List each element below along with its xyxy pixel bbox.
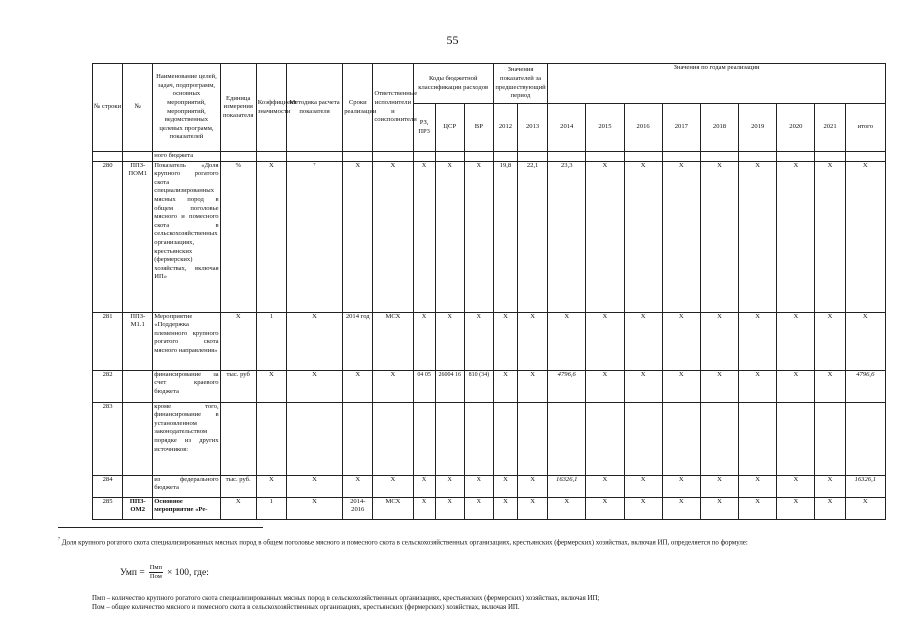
formula-denominator: Пом [149, 573, 162, 580]
row-total: 4796,6 [845, 370, 885, 402]
row-number: 281 [93, 312, 123, 370]
row-2015: X [586, 161, 624, 312]
formula-fraction [149, 564, 163, 581]
row-rz: X [413, 161, 435, 312]
row-code: ППЗ-ОМ2 [123, 497, 153, 519]
row-unit: тыс. руб. [220, 475, 256, 497]
carry-over-text: ного бюджета [153, 152, 220, 162]
row-rz [413, 402, 435, 475]
header-name: Наименование целей, задач, подпрограмм, основных мероприятий, мероприятий, ведомственных целевых программ, показателей [153, 64, 220, 152]
row-2013: X [518, 497, 548, 519]
row-2021 [815, 402, 845, 475]
row-vr: X [464, 161, 493, 312]
row-code [123, 370, 153, 402]
header-2017: 2017 [662, 104, 700, 152]
formula [120, 564, 209, 581]
row-executor: МСХ [373, 497, 413, 519]
row-2016 [624, 402, 662, 475]
row-2014: 4796,6 [548, 370, 586, 402]
row-method: X [286, 475, 342, 497]
row-2013 [518, 402, 548, 475]
row-vr: X [464, 497, 493, 519]
row-unit: тыс. руб [220, 370, 256, 402]
footnote-text: Доля крупного рогатого скота специализированных мясных пород в общем поголовье мясного и помесного скота в сельскохозяйственных организациях, крестьянских (фермерских) хозяйствах, включая ИП, определяется по формуле: [61, 539, 748, 547]
header-unit: Единица измерения показателя [220, 64, 256, 152]
header-2020: 2020 [777, 104, 815, 152]
row-number: 283 [93, 402, 123, 475]
row-2019: X [739, 497, 777, 519]
row-method: X [286, 370, 342, 402]
row-2013: X [518, 475, 548, 497]
formula-legend [92, 594, 872, 612]
row-2016: X [624, 161, 662, 312]
row-coef: X [256, 161, 286, 312]
row-2020 [777, 402, 815, 475]
row-2014: X [548, 312, 586, 370]
row-2013: X [518, 312, 548, 370]
legend-line-1: Пмп – количество крупного рогатого скота специализированных мясных пород в сельскохозяйственных организациях, крестьянских (фермерских) хозяйствах, включая ИП; [92, 595, 600, 602]
row-coef: X [256, 370, 286, 402]
row-2021: X [815, 497, 845, 519]
indicators-table [92, 63, 886, 520]
row-coef [256, 402, 286, 475]
row-name: финансирование за счет краевого бюджета [153, 370, 220, 402]
row-name: Показатель «Доля крупного рогатого скота специализированных мясных пород в общем поголовье мясного и помесного скота в сельскохозяйственных организациях, крестьянских (фермерских) хозяйствах, включая ИП» [153, 161, 220, 312]
row-coef: 1 [256, 312, 286, 370]
row-2017: X [662, 161, 700, 312]
formula-numerator: Пмп [149, 564, 163, 571]
header-2013: 2013 [518, 104, 548, 152]
header-csr: ЦСР [435, 104, 464, 152]
row-vr: 810 (34) [464, 370, 493, 402]
row-2014: 23,3 [548, 161, 586, 312]
row-executor: X [373, 475, 413, 497]
carry-over-row [93, 152, 886, 162]
row-2012: X [493, 497, 517, 519]
row-2019: X [739, 475, 777, 497]
row-method: X [286, 497, 342, 519]
table-row [93, 312, 886, 370]
row-code [123, 402, 153, 475]
header-coef: Коэффициент значимости [256, 64, 286, 152]
legend-line-2: Пом – общее количество мясного и помесного скота в сельскохозяйственных организациях, крестьянских (фермерских) хозяйствах, включая ИП. [92, 604, 520, 611]
footnote-divider [58, 527, 263, 528]
row-vr: X [464, 475, 493, 497]
row-code [123, 475, 153, 497]
header-2014: 2014 [548, 104, 586, 152]
row-2012: 19,8 [493, 161, 517, 312]
row-2012: X [493, 312, 517, 370]
row-2016: X [624, 370, 662, 402]
row-csr: 26004 16 [435, 370, 464, 402]
table-row [93, 475, 886, 497]
header-2015: 2015 [586, 104, 624, 152]
row-csr: X [435, 475, 464, 497]
row-2018: X [700, 475, 738, 497]
row-2018: X [700, 161, 738, 312]
row-method: X [286, 312, 342, 370]
row-2015: X [586, 312, 624, 370]
row-executor: X [373, 370, 413, 402]
row-terms: X [343, 475, 373, 497]
row-total [845, 402, 885, 475]
header-rz: РЗ, ПР3 [413, 104, 435, 152]
row-2021: X [815, 312, 845, 370]
row-method [286, 402, 342, 475]
row-terms: X [343, 370, 373, 402]
row-name: Основное мероприятие «Ре- [153, 497, 220, 519]
row-2019: X [739, 312, 777, 370]
row-2017: X [662, 370, 700, 402]
row-2013: 22,1 [518, 161, 548, 312]
footnote-mark: ⁷ [58, 537, 61, 543]
row-number: 285 [93, 497, 123, 519]
row-2018: X [700, 370, 738, 402]
row-2020: X [777, 312, 815, 370]
row-2014: X [548, 497, 586, 519]
row-2020: X [777, 497, 815, 519]
row-code: ППЗ-ПОМ1 [123, 161, 153, 312]
row-2013: X [518, 370, 548, 402]
row-2015 [586, 402, 624, 475]
header-2021: 2021 [815, 104, 845, 152]
formula-rhs: × 100, где: [167, 567, 209, 578]
header-method: Методика расчета показателя [286, 64, 342, 152]
row-terms: X [343, 161, 373, 312]
header-2016: 2016 [624, 104, 662, 152]
row-2018: X [700, 497, 738, 519]
row-executor: X [373, 161, 413, 312]
row-name: Мероприятие «Поддержка племенного крупного рогатого скота мясного направления» [153, 312, 220, 370]
row-unit [220, 402, 256, 475]
table-row [93, 370, 886, 402]
row-coef: 1 [256, 497, 286, 519]
row-terms: 2014 год [343, 312, 373, 370]
row-number: 280 [93, 161, 123, 312]
row-2015: X [586, 475, 624, 497]
row-2016: X [624, 497, 662, 519]
row-2019 [739, 402, 777, 475]
row-2015: X [586, 497, 624, 519]
row-number: 282 [93, 370, 123, 402]
row-2016: X [624, 475, 662, 497]
row-2014 [548, 402, 586, 475]
header-total: итого [845, 104, 885, 152]
row-unit: X [220, 497, 256, 519]
header-prev-values: Значения показателей за предшествующий период [493, 64, 547, 104]
row-code: ППЗ-М1.1 [123, 312, 153, 370]
row-name: кроме того, финансирование в установленном законодательством порядке из других источников: [153, 402, 220, 475]
row-2017: X [662, 312, 700, 370]
row-2012: X [493, 370, 517, 402]
row-2021: X [815, 161, 845, 312]
table-row [93, 497, 886, 519]
table-body [93, 152, 886, 520]
row-2021: X [815, 475, 845, 497]
table-header [93, 64, 886, 152]
header-executors: Ответственные исполнители и соисполнители [373, 64, 413, 152]
row-2016: X [624, 312, 662, 370]
header-2018: 2018 [700, 104, 738, 152]
row-2019: X [739, 370, 777, 402]
row-vr [464, 402, 493, 475]
header-2012: 2012 [493, 104, 517, 152]
row-2014: 16326,1 [548, 475, 586, 497]
row-rz: 04 05 [413, 370, 435, 402]
row-name: из федерального бюджета [153, 475, 220, 497]
row-2017 [662, 402, 700, 475]
row-number: 284 [93, 475, 123, 497]
row-method: ⁷ [286, 161, 342, 312]
row-2017: X [662, 497, 700, 519]
row-csr [435, 402, 464, 475]
page-number: 55 [446, 33, 459, 47]
row-total: X [845, 497, 885, 519]
row-terms [343, 402, 373, 475]
table-row [93, 161, 886, 312]
header-row-no: № строки [93, 64, 123, 152]
header-2019: 2019 [739, 104, 777, 152]
row-csr: X [435, 312, 464, 370]
row-2019: X [739, 161, 777, 312]
row-2015: X [586, 370, 624, 402]
row-2018: X [700, 312, 738, 370]
row-total: 16326,1 [845, 475, 885, 497]
row-vr: X [464, 312, 493, 370]
row-total: X [845, 161, 885, 312]
header-year-values: Значения по годам реализации [548, 64, 886, 104]
row-coef: X [256, 475, 286, 497]
row-2020: X [777, 370, 815, 402]
row-csr: X [435, 497, 464, 519]
row-executor: МСХ [373, 312, 413, 370]
row-terms: 2014-2016 [343, 497, 373, 519]
row-executor [373, 402, 413, 475]
header-terms: Сроки реализации [343, 64, 373, 152]
row-csr: X [435, 161, 464, 312]
row-unit: % [220, 161, 256, 312]
row-rz: X [413, 312, 435, 370]
row-2018 [700, 402, 738, 475]
row-2012: X [493, 475, 517, 497]
row-rz: X [413, 497, 435, 519]
row-2021: X [815, 370, 845, 402]
row-2020: X [777, 475, 815, 497]
table-row [93, 402, 886, 475]
formula-lhs: Умп = [120, 567, 145, 578]
row-total: X [845, 312, 885, 370]
row-2020: X [777, 161, 815, 312]
footnote [58, 536, 858, 548]
row-2017: X [662, 475, 700, 497]
row-unit: X [220, 312, 256, 370]
header-no: № [123, 64, 153, 152]
header-budget-codes: Коды бюджетной классификации расходов [413, 64, 493, 104]
header-vr: ВР [464, 104, 493, 152]
row-rz: X [413, 475, 435, 497]
row-2012 [493, 402, 517, 475]
